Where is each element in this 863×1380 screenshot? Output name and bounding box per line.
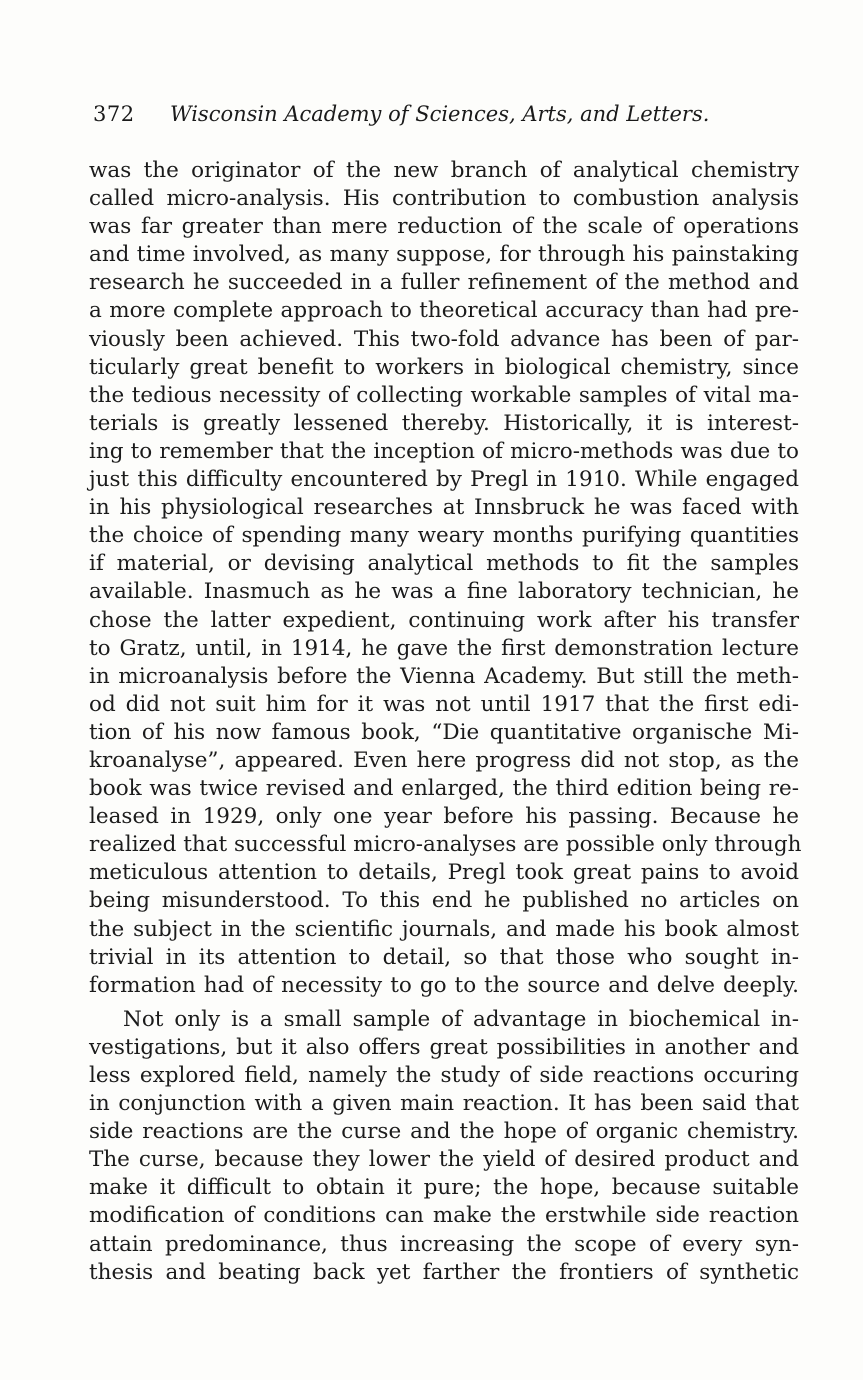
text-line: kroanalyse”, appeared. Even here progress did not stop, as the xyxy=(89,747,799,773)
text-line: chose the latter expedient, continuing work after his transfer xyxy=(89,607,799,633)
text-line: being misunderstood. To this end he published no articles on xyxy=(89,888,799,914)
text-line: research he succeeded in a fuller refinement of the method and xyxy=(89,270,799,296)
text-line: in conjunction with a given main reaction. It has been said that xyxy=(89,1091,799,1117)
page-header xyxy=(93,98,733,138)
text-line: book was twice revised and enlarged, the third edition being re- xyxy=(89,776,799,802)
paragraph xyxy=(89,157,802,1000)
text-line: was the originator of the new branch of analytical chemistry xyxy=(89,158,799,183)
body-text xyxy=(89,157,802,1287)
text-line: viously been achieved. This two-fold advance has been of par- xyxy=(89,326,799,352)
text-line: ticularly great benefit to workers in biological chemistry, since xyxy=(89,354,799,380)
paragraph xyxy=(89,1006,799,1287)
page-number: 372 xyxy=(93,102,135,126)
text-line: thesis and beating back yet farther the frontiers of synthetic xyxy=(89,1259,799,1285)
text-line: ing to remember that the inception of micro-methods was due to xyxy=(89,438,799,464)
text-line: leased in 1929, only one year before his passing. Because he xyxy=(89,804,799,830)
text-line: tion of his now famous book, “Die quantitative organische Mi- xyxy=(89,719,799,745)
text-line: and time involved, as many suppose, for through his painstaking xyxy=(89,242,799,268)
text-line: realized that successful micro-analyses are possible only through xyxy=(89,832,802,858)
text-line: The curse, because they lower the yield of desired product and xyxy=(89,1147,799,1173)
text-line: was far greater than mere reduction of the scale of operations xyxy=(89,214,799,240)
text-line: vestigations, but it also offers great possibilities in another and xyxy=(89,1034,799,1060)
text-line: called micro-analysis. His contribution to combustion analysis xyxy=(89,186,799,212)
text-line: the choice of spending many weary months purifying quantities xyxy=(89,523,799,549)
text-line: modification of conditions can make the erstwhile side reaction xyxy=(89,1203,799,1229)
text-line: attain predominance, thus increasing the scope of every syn- xyxy=(89,1231,799,1257)
text-line: Not only is a small sample of advantage in biochemical in- xyxy=(123,1006,799,1032)
text-line: meticulous attention to details, Pregl took great pains to avoid xyxy=(89,860,799,886)
text-line: if material, or devising analytical methods to fit the samples xyxy=(89,551,799,577)
text-line: the tedious necessity of collecting workable samples of vital ma- xyxy=(89,382,799,408)
text-line: in his physiological researches at Innsbruck he was faced with xyxy=(89,495,799,521)
paragraph-container xyxy=(89,157,802,1287)
text-line: formation had of necessity to go to the source and delve deeply. xyxy=(89,972,799,998)
text-line: available. Inasmuch as he was a fine laboratory technician, he xyxy=(89,579,799,605)
text-line: od did not suit him for it was not until 1917 that the first edi- xyxy=(89,691,799,717)
text-line: in microanalysis before the Vienna Academy. But still the meth- xyxy=(89,663,799,689)
text-line: less explored field, namely the study of side reactions occuring xyxy=(89,1063,799,1088)
text-line: to Gratz, until, in 1914, he gave the first demonstration lecture xyxy=(89,635,799,661)
text-line: make it difficult to obtain it pure; the hope, because suitable xyxy=(89,1175,799,1201)
text-line: terials is greatly lessened thereby. Historically, it is interest- xyxy=(89,410,799,436)
text-line: trivial in its attention to detail, so that those who sought in- xyxy=(89,944,799,970)
text-line: side reactions are the curse and the hope of organic chemistry. xyxy=(89,1119,799,1145)
running-title: Wisconsin Academy of Sciences, Arts, and Letters. xyxy=(170,102,710,126)
text-line: a more complete approach to theoretical accuracy than had pre- xyxy=(89,298,799,324)
text-line: the subject in the scientific journals, and made his book almost xyxy=(89,916,799,942)
text-line: just this difficulty encountered by Pregl in 1910. While engaged xyxy=(89,467,799,493)
